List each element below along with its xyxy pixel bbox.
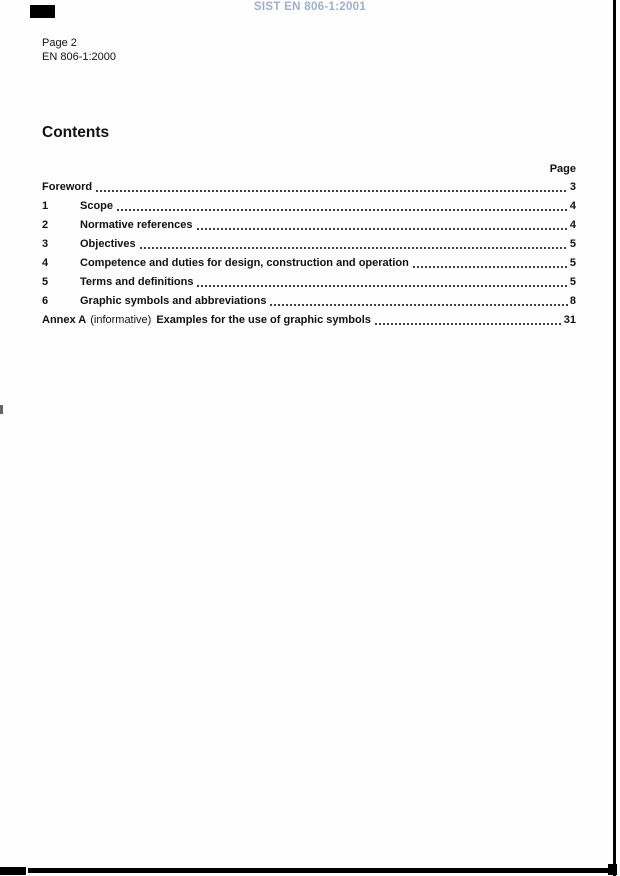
toc-entry-note: (informative) (90, 314, 152, 326)
toc-entry-title: Scope (80, 200, 114, 212)
toc-row (42, 314, 576, 327)
toc-entry-page: 5 (569, 257, 576, 269)
dot-leader (374, 322, 562, 326)
toc-entry-page: 31 (563, 314, 576, 326)
toc-row (42, 276, 576, 289)
toc-entry-title: Objectives (80, 238, 136, 250)
toc-row (42, 219, 576, 232)
toc-entry-page: 4 (569, 200, 576, 212)
page-column-label: Page (549, 163, 576, 175)
watermark-text: SIST EN 806-1:2001 (253, 1, 367, 13)
scan-artifact-top-left (30, 5, 55, 18)
dot-leader (95, 189, 568, 193)
dot-leader (412, 265, 568, 269)
toc-entry-title: Graphic symbols and abbreviations (80, 295, 267, 307)
toc-entry-title2: Examples for the use of graphic symbols (156, 314, 371, 326)
toc-entry-title: Annex A (42, 314, 87, 326)
toc-entry-number: 3 (42, 238, 49, 250)
toc-entry-number: 4 (42, 257, 49, 269)
toc-row (42, 200, 576, 213)
contents-heading: Contents (42, 124, 110, 141)
standard-reference: EN 806-1:2000 (42, 50, 116, 63)
toc-entry-number: 2 (42, 219, 49, 231)
toc-entry-title: Terms and definitions (80, 276, 194, 288)
toc-entry-title: Competence and duties for design, construction and operation (80, 257, 409, 269)
dot-leader (196, 284, 567, 288)
dot-leader (269, 303, 567, 307)
scan-artifact-bottom-right (608, 864, 617, 875)
toc-entry-page: 4 (569, 219, 576, 231)
toc-entry-number: 1 (42, 200, 49, 212)
toc-entry-page: 3 (569, 181, 576, 193)
toc-row (42, 181, 576, 194)
toc-entry-page: 5 (569, 276, 576, 288)
toc-entry-number: 5 (42, 276, 49, 288)
dot-leader (116, 208, 568, 212)
toc-entry-title: Normative references (80, 219, 193, 231)
toc-entry-number: 6 (42, 295, 49, 307)
scan-artifact-right-edge (613, 0, 616, 876)
toc-entry-page: 8 (569, 295, 576, 307)
page-header (42, 37, 116, 64)
scan-artifact-bottom-edge (28, 868, 616, 873)
toc-row (42, 238, 576, 251)
toc-entry-page: 5 (569, 238, 576, 250)
toc-row (42, 257, 576, 270)
scan-artifact-bottom-left (0, 867, 26, 875)
toc-list (42, 181, 576, 333)
dot-leader (139, 246, 568, 250)
page-number-label: Page 2 (42, 37, 77, 49)
scan-artifact-left-tick (0, 405, 3, 414)
toc-row (42, 295, 576, 308)
dot-leader (196, 227, 568, 231)
toc-entry-title: Foreword (42, 181, 93, 193)
